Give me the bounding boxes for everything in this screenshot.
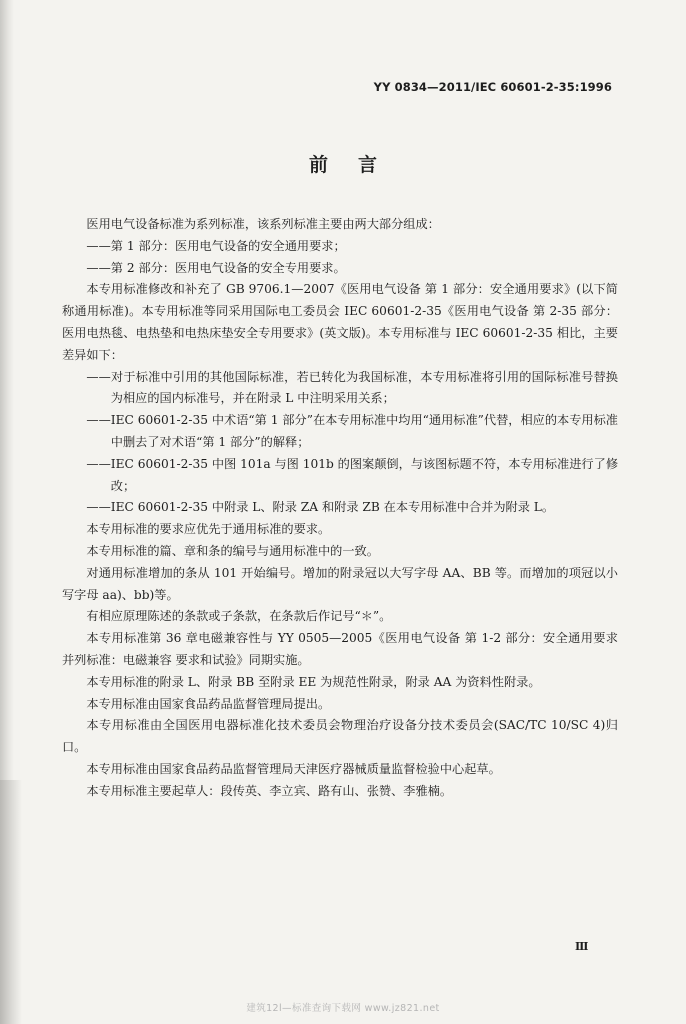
page-number: Ⅲ [575, 940, 589, 953]
difference-item-4: ——IEC 60601-2-35 中附录 L、附录 ZA 和附录 ZB 在本专用标准中合并为附录 L。 [86, 500, 555, 515]
paragraph-rationale-mark: 有相应原理陈述的条款或子条款，在条款后作记号“＊”。 [86, 609, 392, 624]
foreword-body [62, 214, 618, 803]
paragraph-added-clauses: 对通用标准增加的条从 101 开始编号。增加的附录冠以大写字母 AA、BB 等。而增加的项冠以小写字母 aa)、bb)等。 [62, 565, 618, 602]
paragraph-proposer: 本专用标准由国家食品药品监督管理局提出。 [86, 696, 331, 711]
paragraph-drafters: 本专用标准主要起草人：段传英、李立宾、路有山、张赞、李雅楠。 [86, 783, 453, 798]
paragraph-priority: 本专用标准的要求应优先于通用标准的要求。 [86, 522, 331, 537]
difference-item-2: ——IEC 60601-2-35 中术语“第 1 部分”在本专用标准中均用“通用标准”代替，相应的本专用标准中删去了对术语“第 1 部分”的解释； [86, 413, 618, 449]
paragraph-emc: 本专用标准第 36 章电磁兼容性与 YY 0505—2005《医用电气设备 第 1-2 部分：安全通用要求 并列标准：电磁兼容 要求和试验》同期实施。 [62, 631, 618, 667]
list-item-part2: ——第 2 部分：医用电气设备的安全专用要求。 [86, 260, 346, 275]
paragraph-intro: 医用电气设备标准为系列标准，该系列标准主要由两大部分组成： [86, 217, 440, 231]
difference-item-1: ——对于标准中引用的其他国际标准，若已转化为我国标准，本专用标准将引用的国际标准号替换为相应的国内标准号，并在附录 L 中注明采用关系； [86, 369, 618, 406]
paragraph-adoption: 本专用标准修改和补充了 GB 9706.1—2007《医用电气设备 第 1 部分：安全通用要求》(以下简称通用标准)。本专用标准等同采用国际电工委员会 IEC 60601-2-35《医用电气设备 第 2-35 部分：医用电热毯、电热垫和电热床垫安全专用要求》(英文版)。本专用标准与 IEC 60601-2-35 相比，主要差异如下： [62, 282, 618, 362]
scan-edge-shadow-bottom [0, 780, 22, 1024]
standard-code: YY 0834—2011/IEC 60601-2-35:1996 [373, 80, 612, 94]
difference-item-3: ——IEC 60601-2-35 中图 101a 与图 101b 的图案颠倒，与该图标题不符，本专用标准进行了修改； [86, 456, 618, 493]
paragraph-drafter-org: 本专用标准由国家食品药品监督管理局天津医疗器械质量监督检验中心起草。 [86, 761, 501, 776]
paragraph-committee: 本专用标准由全国医用电器标准化技术委员会物理治疗设备分技术委员会(SAC/TC 10/SC 4)归口。 [62, 718, 618, 755]
list-item-part1: ——第 1 部分：医用电气设备的安全通用要求； [86, 238, 346, 253]
watermark-text: 建筑12l—标准查询下载网 www.jz821.net [246, 1003, 440, 1014]
paragraph-annexes: 本专用标准的附录 L、附录 BB 至附录 EE 为规范性附录，附录 AA 为资料性附录。 [86, 674, 541, 689]
paragraph-numbering: 本专用标准的篇、章和条的编号与通用标准中的一致。 [86, 543, 379, 558]
page-title: 前言 [308, 154, 407, 176]
